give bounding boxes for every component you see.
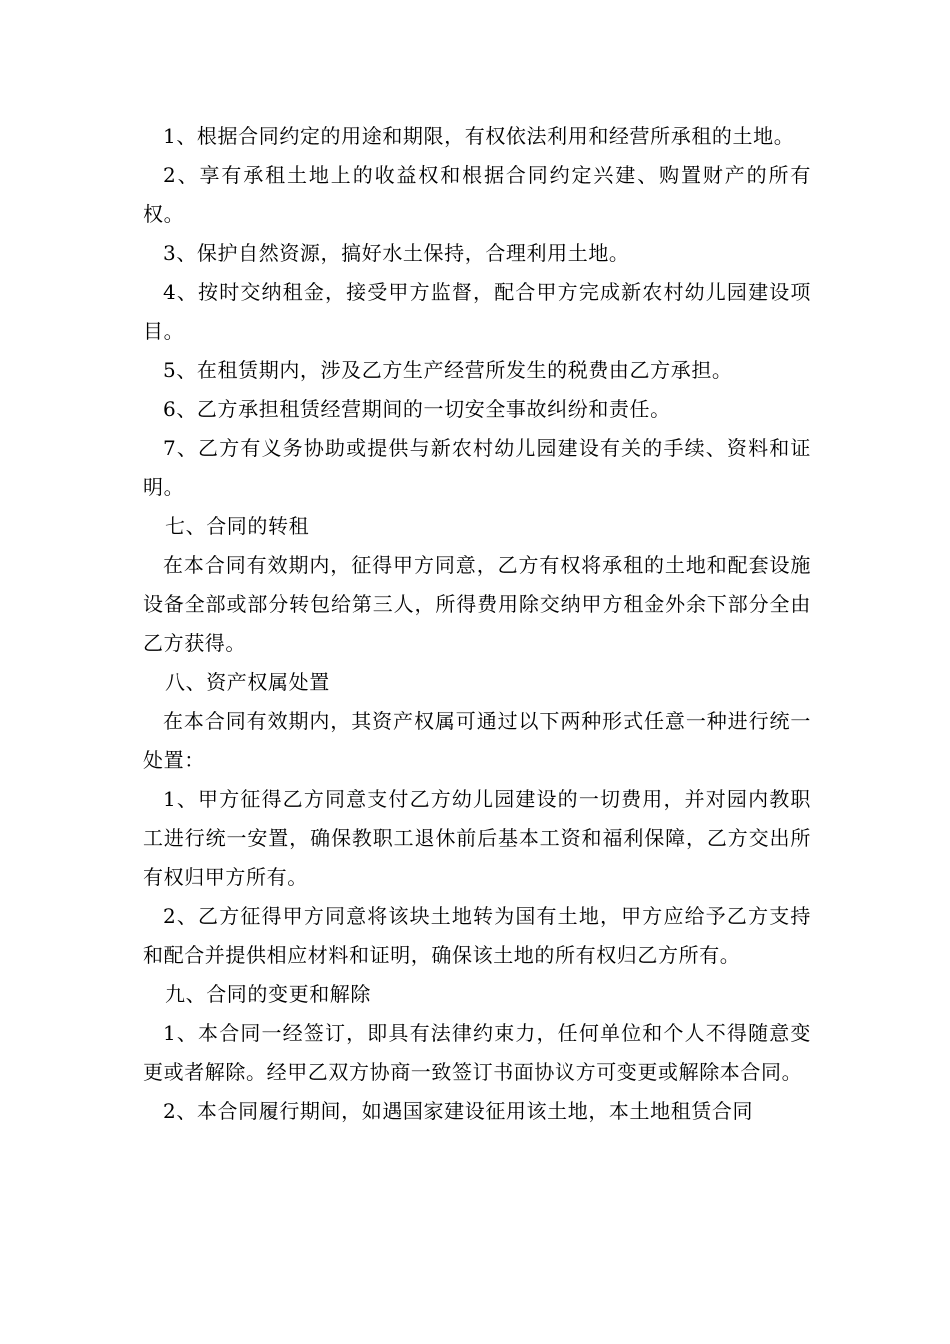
paragraph-right-1: 1、根据合同约定的用途和期限，有权依法利用和经营所承租的土地。: [163, 124, 795, 148]
section-heading-change-termination: 九、合同的变更和解除: [165, 982, 371, 1006]
paragraph-right-6: 6、乙方承担租赁经营期间的一切安全事故纠纷和责任。: [163, 397, 671, 421]
paragraph-asset-option-1: 1、甲方征得乙方同意支付乙方幼儿园建设的一切费用，并对园内教职工进行统一安置，确保教职工退休前后基本工资和福利保障，乙方交出所有权归甲方所有。: [143, 787, 811, 889]
paragraph-asset-option-2: 2、乙方征得甲方同意将该块土地转为国有土地，甲方应给予乙方支持和配合并提供相应材料和证明，确保该土地的所有权归乙方所有。: [143, 904, 811, 967]
document-page: [143, 117, 811, 1131]
paragraph-right-4: 4、按时交纳租金，接受甲方监督，配合甲方完成新农村幼儿园建设项目。: [143, 280, 811, 343]
section-heading-asset-ownership: 八、资产权属处置: [165, 670, 330, 694]
paragraph-right-5: 5、在租赁期内，涉及乙方生产经营所发生的税费由乙方承担。: [163, 358, 733, 382]
paragraph-change-2: 2、本合同履行期间，如遇国家建设征用该土地，本土地租赁合同: [163, 1099, 754, 1123]
paragraph-right-2: 2、享有承租土地上的收益权和根据合同约定兴建、购置财产的所有权。: [143, 163, 811, 226]
paragraph-change-1: 1、本合同一经签订，即具有法律约束力，任何单位和个人不得随意变更或者解除。经甲乙双方协商一致签订书面协议方可变更或解除本合同。: [143, 1021, 811, 1084]
section-heading-sublease: 七、合同的转租: [165, 514, 310, 538]
paragraph-right-7: 7、乙方有义务协助或提供与新农村幼儿园建设有关的手续、资料和证明。: [143, 436, 811, 499]
paragraph-right-3: 3、保护自然资源，搞好水土保持，合理利用土地。: [163, 241, 630, 265]
paragraph-sublease: 在本合同有效期内，征得甲方同意，乙方有权将承租的土地和配套设施设备全部或部分转包给第三人，所得费用除交纳甲方租金外余下部分全由乙方获得。: [143, 553, 811, 655]
paragraph-asset-intro: 在本合同有效期内，其资产权属可通过以下两种形式任意一种进行统一处置：: [143, 709, 811, 772]
